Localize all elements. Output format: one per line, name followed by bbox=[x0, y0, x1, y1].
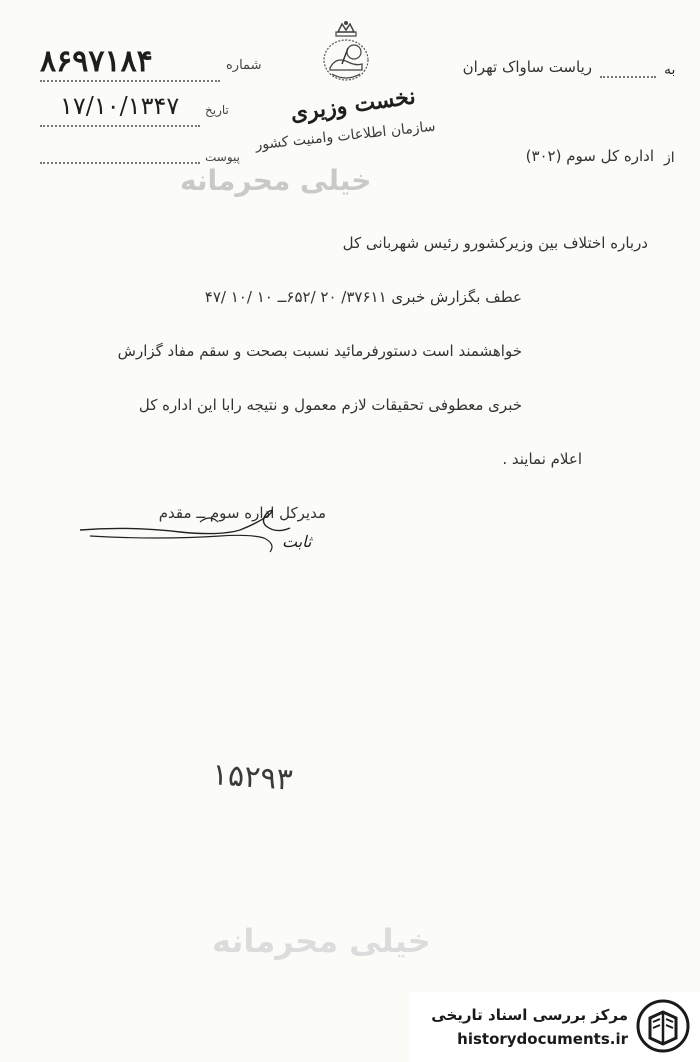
to-recipient: ریاست ساواک تهران bbox=[462, 58, 592, 76]
top-secret-stamp: خیلی محرمانه bbox=[180, 164, 372, 197]
from-label: از bbox=[664, 150, 675, 166]
bottom-secret-stamp: خیلی محرمانه bbox=[212, 922, 431, 960]
lion-and-sun-crown-emblem-icon bbox=[318, 18, 374, 86]
body-line-3: خبری معطوفی تحقیقات لازم معمول و نتیجه رابا این اداره کل bbox=[138, 396, 522, 414]
signature-initials: ثابت bbox=[282, 532, 312, 551]
to-dots bbox=[600, 76, 656, 78]
number-underline bbox=[40, 80, 220, 82]
attachment-label: پیوست bbox=[205, 150, 240, 164]
organization-subtitle: سازمان اطلاعات وامنیت کشور bbox=[254, 118, 437, 154]
subject-line: درباره اختلاف بین وزیرکشورو رئیس شهربانی کل bbox=[342, 234, 648, 252]
body-line-1: عطف بگزارش خبری ۳۷۶۱۱/ ۲۰ /۶۵۲ــ ۱۰ /۱۰ /۴۷ bbox=[204, 288, 522, 306]
footer-website: historydocuments.ir bbox=[457, 1030, 628, 1048]
document-date-value: ۱۷/۱۰/۱۳۴۷ bbox=[60, 92, 180, 120]
attachment-underline bbox=[40, 162, 200, 164]
handwritten-signature bbox=[70, 500, 330, 560]
from-sender: اداره کل سوم (۳۰۲) bbox=[525, 147, 654, 165]
body-line-2: خواهشمند است دستورفرمائید نسبت بصحت و سقم مفاد گزارش bbox=[117, 342, 522, 360]
document-date-label: تاریخ bbox=[205, 103, 229, 117]
organization-name: نخست وزیری bbox=[288, 83, 418, 127]
document-number-value: ۸۶۹۷۱۸۴ bbox=[40, 44, 153, 79]
date-underline bbox=[40, 125, 200, 127]
body-line-4: اعلام نمایند . bbox=[502, 450, 582, 468]
book-archive-logo-icon bbox=[636, 998, 690, 1054]
footer-center-name: مرکز بررسی اسناد تاریخی bbox=[431, 1006, 628, 1024]
to-label: به bbox=[664, 62, 676, 78]
document-number-label: شماره bbox=[226, 58, 262, 73]
signature-title: مدیرکل اداره سوم ــ مقدم bbox=[158, 504, 326, 522]
archive-number: ۱۵۲۹۳ bbox=[210, 757, 294, 798]
footer-watermark bbox=[410, 992, 700, 1062]
